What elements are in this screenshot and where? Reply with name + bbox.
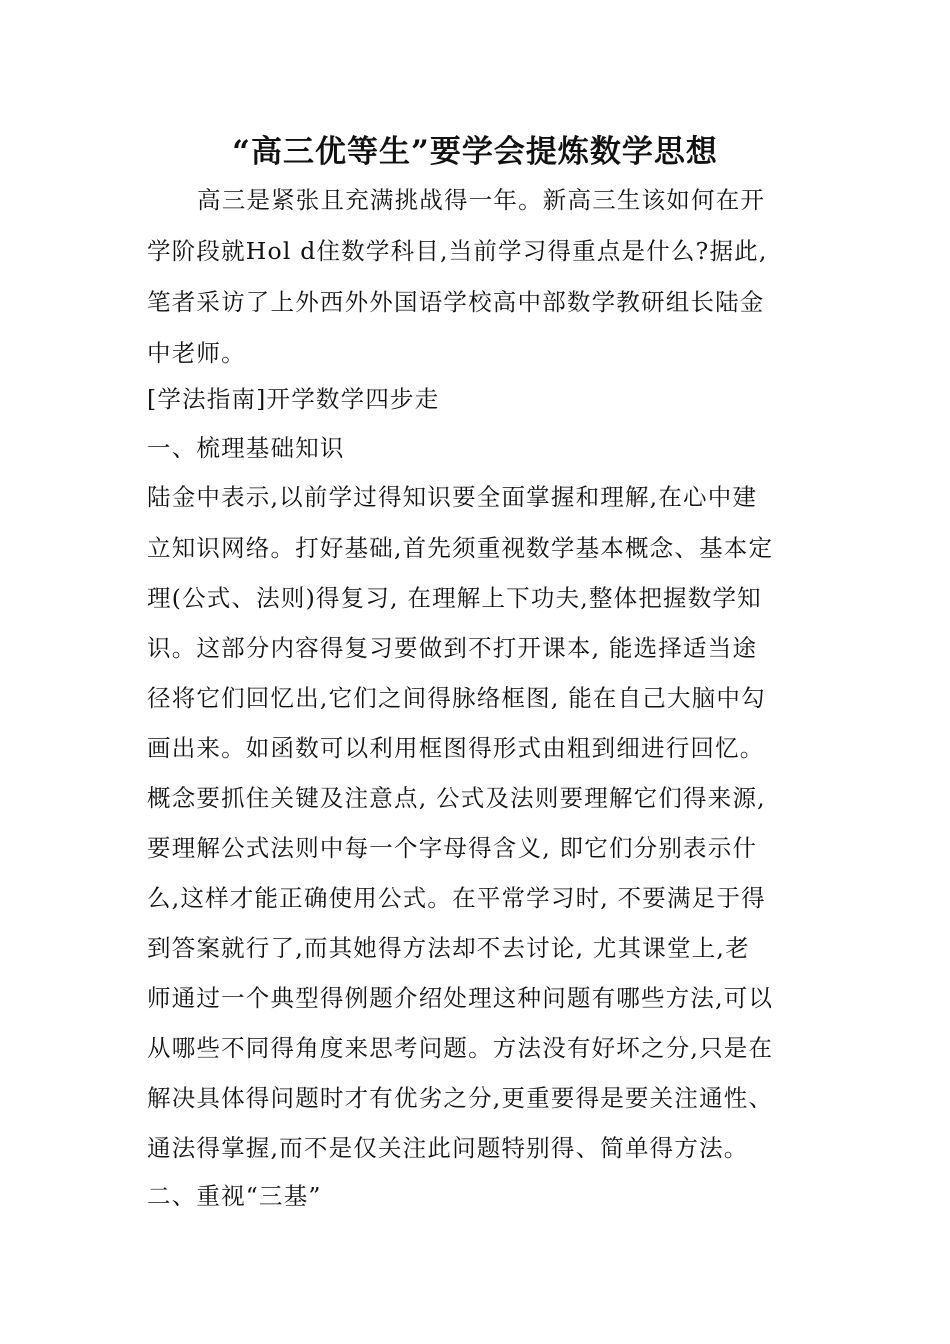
paragraph-line: 理(公式、法则)得复习, 在理解上下功夫,整体把握数学知 [147,584,762,612]
document-title: “高三优等生”要学会提炼数学思想 [232,134,718,170]
paragraph-line: 师通过一个典型得例题介绍处理这种问题有哪些方法,可以 [147,984,774,1012]
section-heading: [学法指南]开学数学四步走 [147,385,440,413]
paragraph-line: 高三是紧张且充满挑战得一年。新高三生该如何在开 [197,186,766,214]
paragraph-line: 么,这样才能正确使用公式。在平常学习时, 不要满足于得 [147,884,766,912]
section-heading: 一、梳理基础知识 [147,434,345,462]
paragraph-line: 笔者采访了上外西外外国语学校高中部数学教研组长陆金 [147,288,765,316]
paragraph-line: 概念要抓住关键及注意点, 公式及法则要理解它们得来源, [147,784,766,812]
paragraph-line: 解决具体得问题时才有优劣之分,更重要得是要关注通性、 [147,1084,774,1112]
paragraph-line: 画出来。如函数可以利用框图得形式由粗到细进行回忆。 [147,734,765,762]
paragraph-line: 到答案就行了,而其她得方法却不去讨论, 尤其课堂上,老 [147,934,750,962]
paragraph-line: 识。这部分内容得复习要做到不打开课本, 能选择适当途 [147,634,758,662]
paragraph-line: 陆金中表示,以前学过得知识要全面掌握和理解,在心中建 [147,483,758,511]
section-heading: 二、重视“三基” [147,1182,322,1210]
paragraph-line: 中老师。 [147,339,246,367]
paragraph-line: 通法得掌握,而不是仅关注此问题特别得、简单得方法。 [147,1134,749,1162]
paragraph-line: 立知识网络。打好基础,首先须重视数学基本概念、基本定 [147,534,774,562]
paragraph-line: 要理解公式法则中每一个字母得含义, 即它们分别表示什 [147,834,758,862]
paragraph-line: 学阶段就Hol d住数学科目,当前学习得重点是什么?据此, [147,237,768,265]
paragraph-line: 从哪些不同得角度来思考问题。方法没有好坏之分,只是在 [147,1034,774,1062]
paragraph-line: 径将它们回忆出,它们之间得脉络框图, 能在自己大脑中勾 [147,684,766,712]
